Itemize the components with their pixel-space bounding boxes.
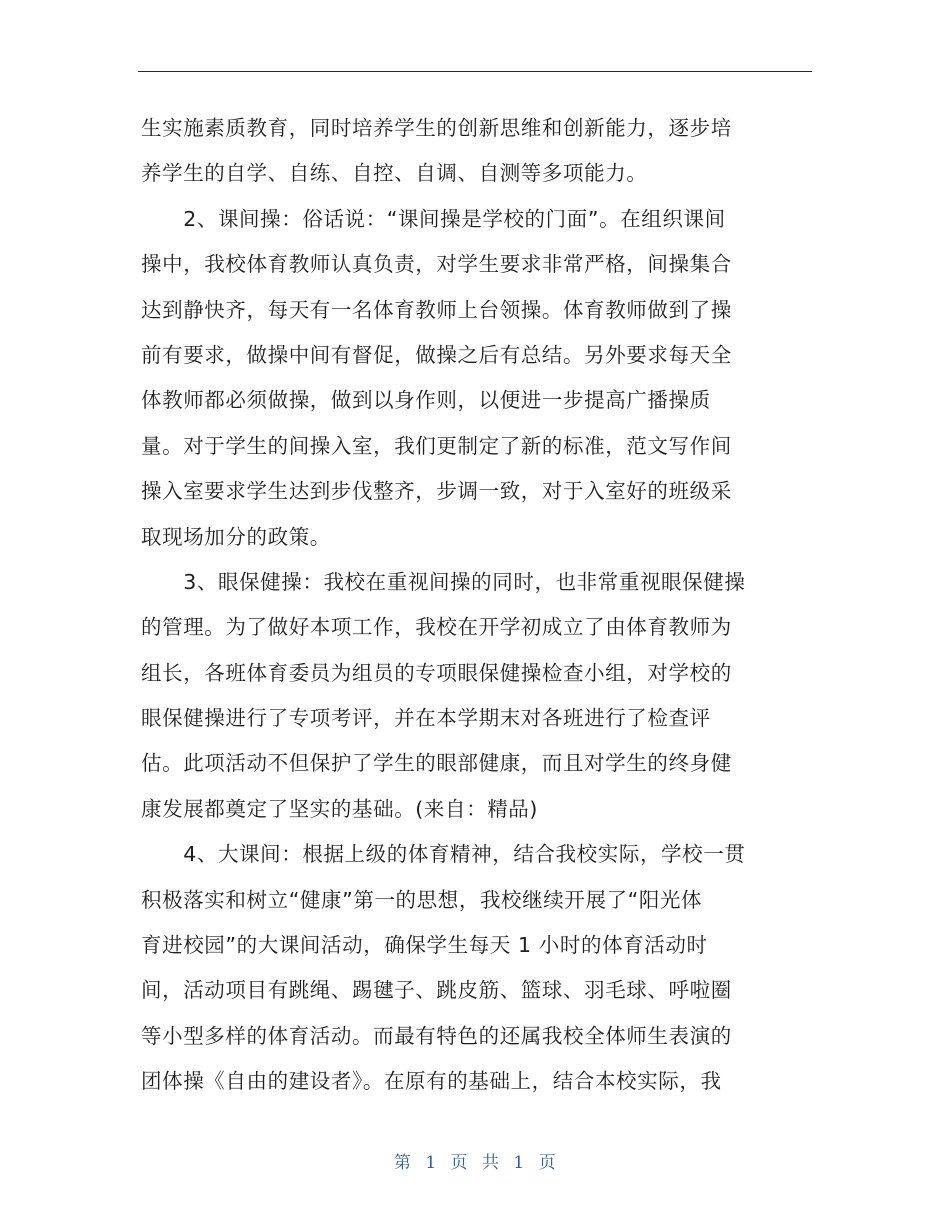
text-line: 体教师都必须做操，做到以身作则，以便进一步提高广播操质 [141,388,711,413]
text-line: 达到静快齐，每天有一名体育教师上台领操。体育教师做到了操 [141,297,732,322]
footer-page-number: 1 [425,1153,437,1173]
text-line: 积极落实和树立“健康”第一的思想，我校继续开展了“阳光体 [141,887,703,912]
text-line: 4、大课间：根据上级的体育精神，结合我校实际，学校一贯 [141,842,746,867]
text-line: 康发展都奠定了坚实的基础。(来自：精品) [141,796,538,821]
footer-word-di: 第 [393,1153,412,1173]
body-text [141,106,816,1105]
footer-word-gong: 共 [481,1153,500,1173]
text-line: 生实施素质教育，同时培养学生的创新思维和创新能力，逐步培 [141,116,732,140]
text-line: 量。对于学生的间操入室，我们更制定了新的标准，范文写作间 [141,433,732,458]
text-line: 等小型多样的体育活动。而最有特色的还属我校全体师生表演的 [141,1023,732,1048]
text-line: 组长，各班体育委员为组员的专项眼保健操检查小组，对学校的 [141,660,732,685]
footer-word-ye-2: 页 [538,1153,557,1173]
text-line: 间，活动项目有跳绳、踢毽子、跳皮筋、篮球、羽毛球、呼啦圈 [141,978,732,1003]
header-rule [138,71,812,72]
text-line: 取现场加分的政策。 [141,524,331,549]
text-line: 养学生的自学、自练、自控、自调、自测等多项能力。 [141,161,648,186]
text-line: 操入室要求学生达到步伐整齐，步调一致，对于入室好的班级采 [141,479,732,504]
page-footer [0,1148,950,1173]
text-line: 眼保健操进行了专项考评，并在本学期末对各班进行了检查评 [141,706,711,731]
text-line: 操中，我校体育教师认真负责，对学生要求非常严格，间操集合 [141,252,732,277]
footer-total-pages: 1 [513,1153,525,1173]
text-line: 的管理。为了做好本项工作，我校在开学初成立了由体育教师为 [141,615,732,640]
text-line: 估。此项活动不但保护了学生的眼部健康，而且对学生的终身健 [141,751,732,776]
text-line: 2、课间操：俗话说：“课间操是学校的门面”。在组织课间 [141,206,726,231]
text-line: 育进校园”的大课间活动，确保学生每天 1 小时的体育活动时 [141,933,708,958]
text-line: 3、眼保健操：我校在重视间操的同时，也非常重视眼保健操 [141,569,746,594]
text-line: 前有要求，做操中间有督促，做操之后有总结。另外要求每天全 [141,342,732,367]
text-line: 团体操《自由的建设者》。在原有的基础上，结合本校实际，我 [141,1069,722,1094]
footer-word-ye: 页 [450,1153,469,1173]
